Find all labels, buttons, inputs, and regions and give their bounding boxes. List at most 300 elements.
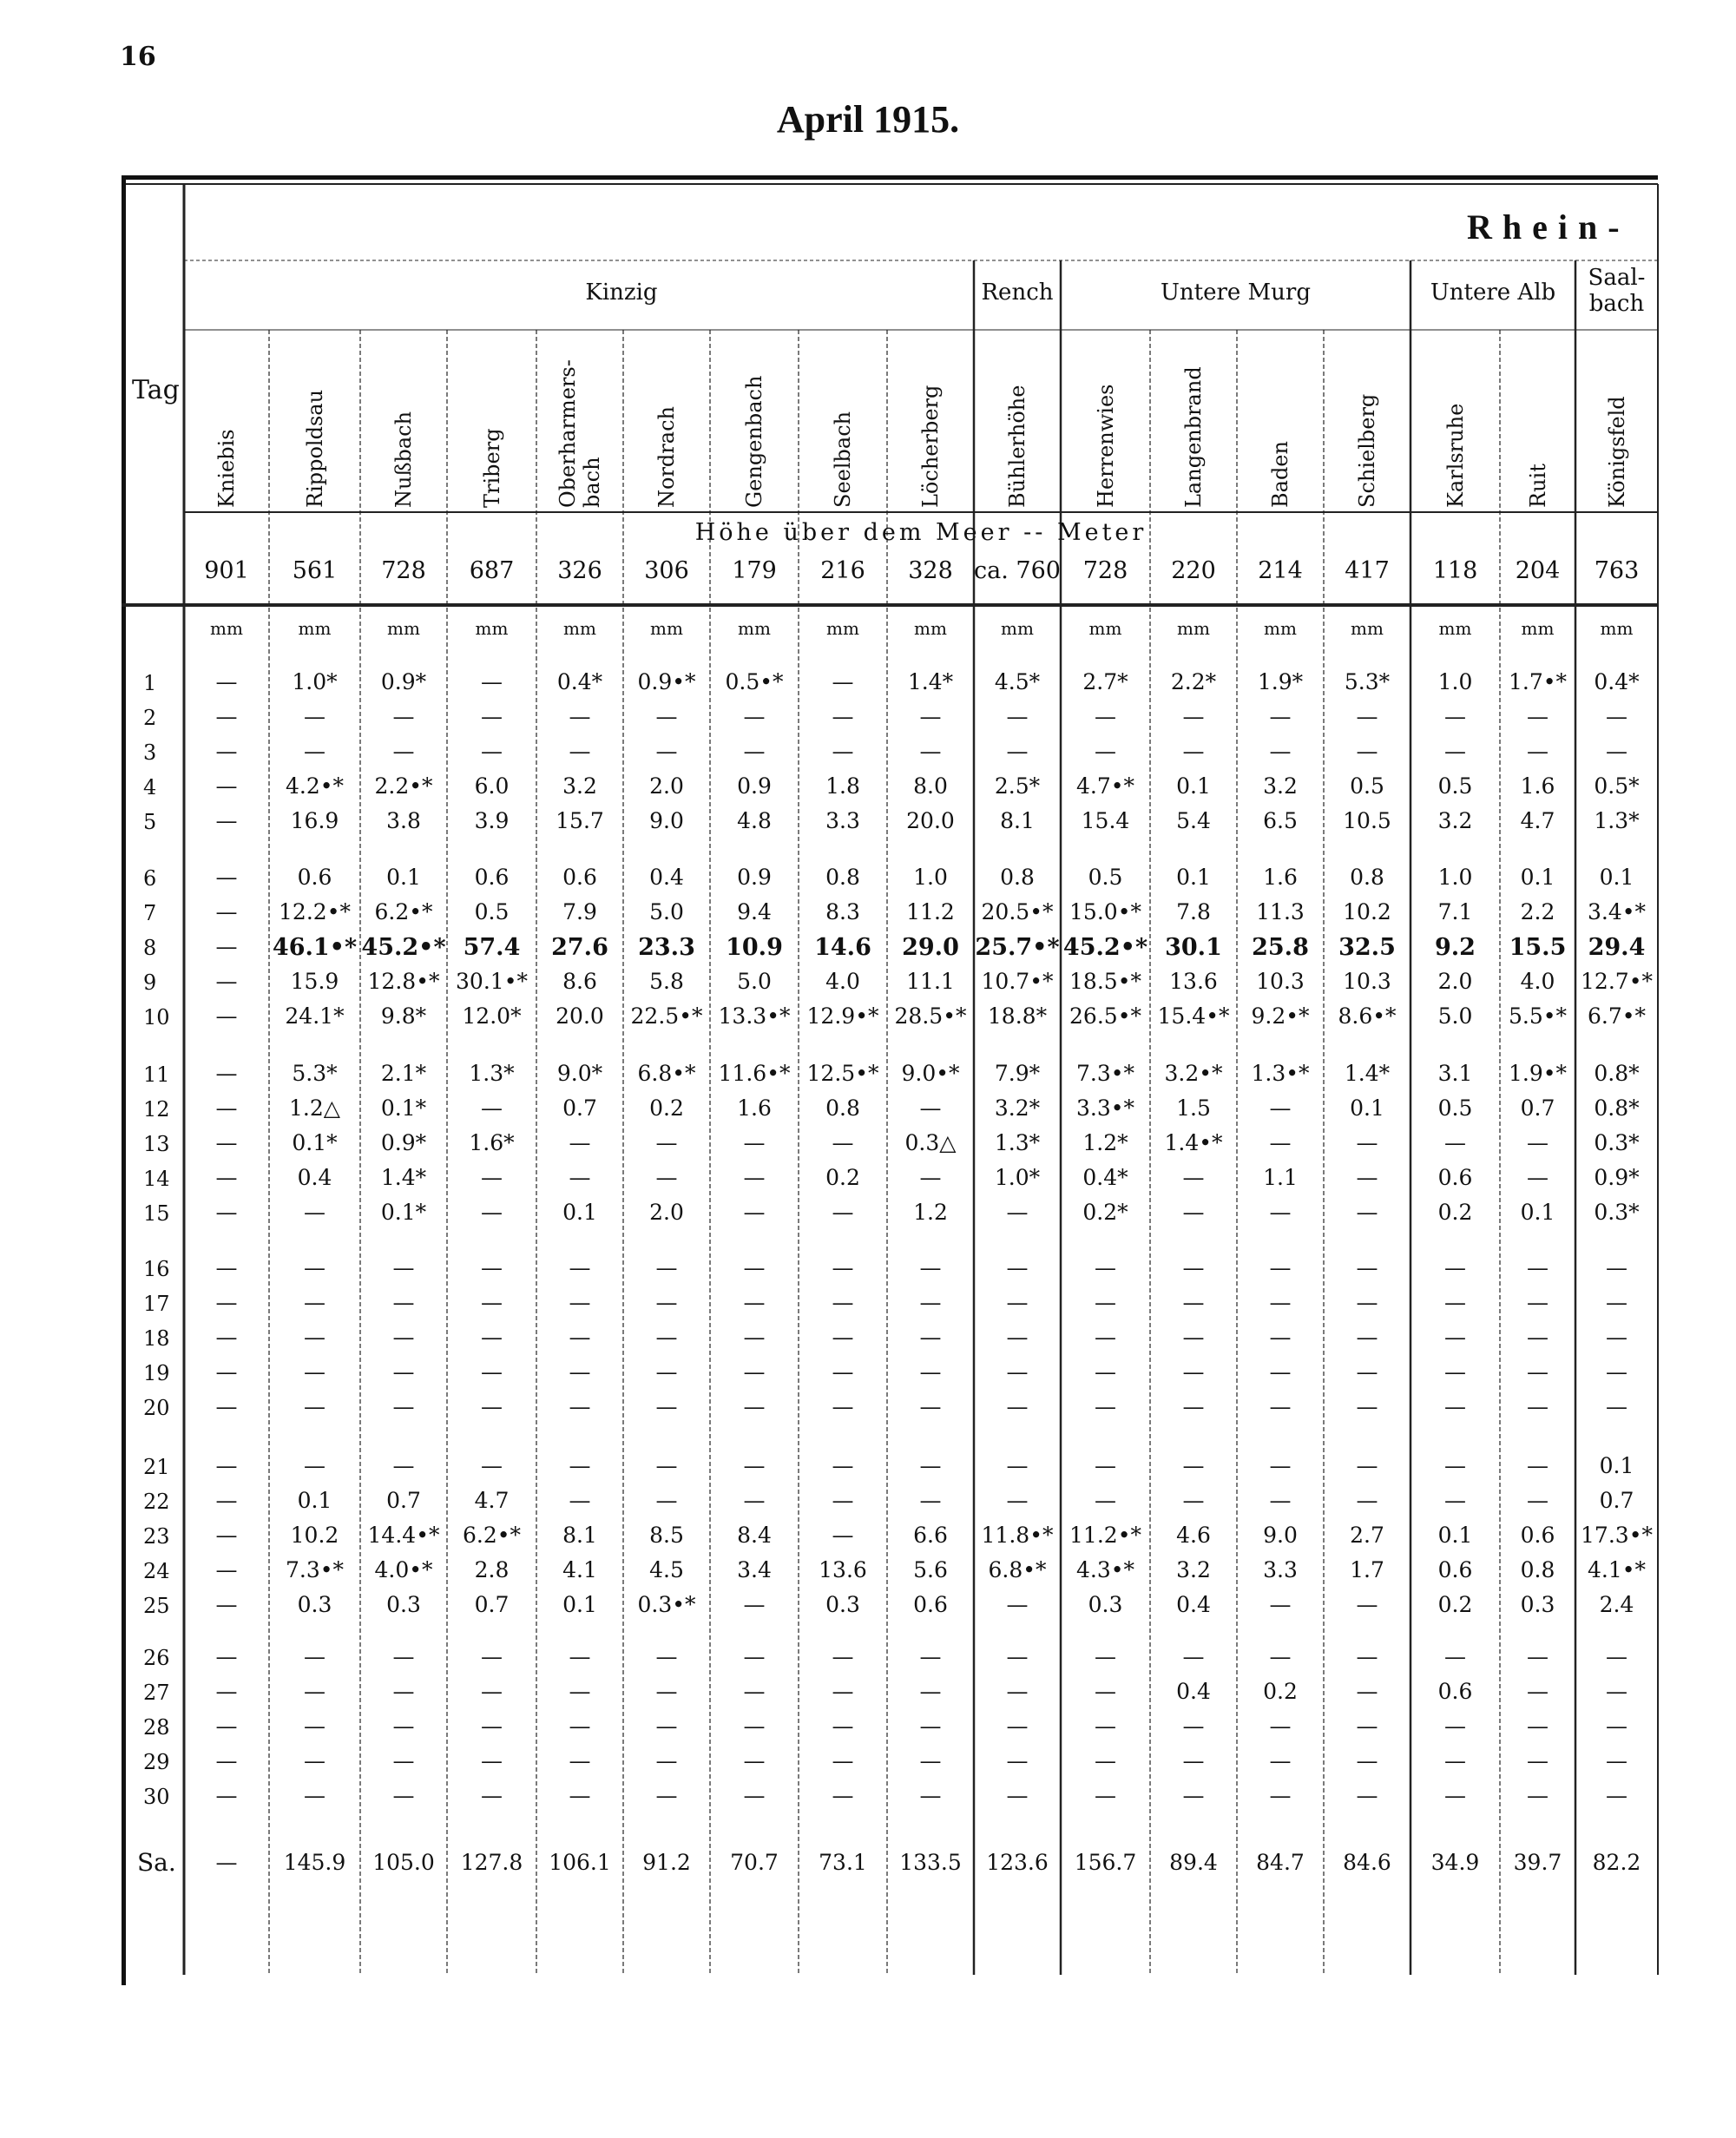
cell-day21-col6: — (743, 1453, 766, 1478)
cell-day22-col15: — (1527, 1488, 1549, 1513)
day-17-label: 17 (143, 1292, 170, 1316)
cell-day9-col8: 11.1 (906, 969, 955, 994)
cell-day28-col7: — (832, 1714, 854, 1739)
cell-day16-col0: — (215, 1255, 238, 1280)
cell-day22-col14: — (1444, 1488, 1466, 1513)
cell-day24-col12: 3.3 (1263, 1557, 1298, 1582)
cell-day15-col9: — (1006, 1200, 1029, 1225)
cell-day11-col16: 0.8* (1594, 1061, 1640, 1086)
cell-day3-col5: — (655, 739, 678, 764)
cell-day22-col2: 0.7 (386, 1488, 421, 1513)
cell-day9-col16: 12.7•* (1581, 969, 1653, 994)
cell-day8-col16: 29.4 (1588, 934, 1646, 961)
cell-day17-col1: — (304, 1290, 326, 1315)
cell-day17-col9: — (1006, 1290, 1029, 1315)
cell-day20-col9: — (1006, 1394, 1029, 1419)
cell-day30-col3: — (481, 1783, 503, 1808)
cell-day26-col11: — (1182, 1644, 1205, 1669)
cell-day4-col15: 1.6 (1520, 773, 1555, 799)
elevation-caption: Höhe über dem Meer -- Meter (694, 519, 1147, 546)
cell-day11-col10: 7.3•* (1075, 1061, 1134, 1086)
cell-day1-col16: 0.4* (1594, 669, 1640, 694)
station-5-unit: mm (650, 618, 683, 639)
cell-day8-col11: 30.1 (1165, 934, 1222, 961)
cell-day9-col5: 5.8 (649, 969, 684, 994)
day-22-label: 22 (143, 1490, 170, 1514)
cell-day12-col2: 0.1* (380, 1095, 427, 1121)
cell-day21-col2: — (392, 1453, 415, 1478)
day-27-label: 27 (143, 1681, 170, 1705)
cell-day18-col3: — (481, 1325, 503, 1350)
sum-col1: 145.9 (283, 1850, 346, 1875)
cell-day16-col8: — (919, 1255, 942, 1280)
cell-day14-col14: 0.6 (1437, 1165, 1473, 1190)
cell-day19-col1: — (304, 1359, 326, 1385)
cell-day11-col7: 12.5•* (806, 1061, 879, 1086)
station-3-unit: mm (475, 618, 509, 639)
cell-day27-col5: — (655, 1679, 678, 1704)
cell-day17-col14: — (1444, 1290, 1466, 1315)
station-8-name: Löcherberg (918, 385, 943, 508)
cell-day5-col6: 4.8 (737, 808, 772, 833)
day-18-label: 18 (143, 1326, 170, 1351)
cell-day23-col16: 17.3•* (1581, 1523, 1653, 1548)
cell-day30-col14: — (1444, 1783, 1466, 1808)
cell-day28-col14: — (1444, 1714, 1466, 1739)
cell-day7-col11: 7.8 (1176, 899, 1211, 924)
cell-day15-col16: 0.3* (1594, 1200, 1640, 1225)
cell-day29-col4: — (569, 1748, 591, 1773)
cell-day21-col3: — (481, 1453, 503, 1478)
cell-day27-col13: — (1356, 1679, 1378, 1704)
cell-day8-col13: 32.5 (1338, 934, 1396, 961)
cell-day13-col13: — (1356, 1130, 1378, 1155)
cell-day4-col13: 0.5 (1350, 773, 1384, 799)
cell-day30-col11: — (1182, 1783, 1205, 1808)
station-16-name: Königsfeld (1604, 396, 1629, 508)
cell-day27-col7: — (832, 1679, 854, 1704)
cell-day12-col7: 0.8 (825, 1095, 860, 1121)
cell-day19-col3: — (481, 1359, 503, 1385)
sum-col0: — (215, 1850, 238, 1875)
cell-day14-col11: — (1182, 1165, 1205, 1190)
day-12-label: 12 (143, 1097, 170, 1122)
cell-day12-col3: — (481, 1095, 503, 1121)
cell-day2-col14: — (1444, 704, 1466, 729)
cell-day4-col8: 8.0 (913, 773, 948, 799)
cell-day11-col0: — (215, 1061, 238, 1086)
group-1-label: Rench (981, 280, 1054, 306)
cell-day16-col7: — (832, 1255, 854, 1280)
cell-day7-col9: 20.5•* (981, 899, 1054, 924)
cell-day25-col3: 0.7 (474, 1592, 510, 1617)
cell-day28-col8: — (919, 1714, 942, 1739)
cell-day16-col6: — (743, 1255, 766, 1280)
cell-day23-col9: 11.8•* (981, 1523, 1054, 1548)
cell-day28-col12: — (1269, 1714, 1292, 1739)
cell-day11-col14: 3.1 (1437, 1061, 1473, 1086)
cell-day11-col3: 1.3* (469, 1061, 515, 1086)
cell-day1-col12: 1.9* (1257, 669, 1304, 694)
cell-day10-col2: 9.8* (380, 1003, 427, 1029)
cell-day7-col1: 12.2•* (279, 899, 351, 924)
cell-day12-col5: 0.2 (649, 1095, 684, 1121)
cell-day29-col13: — (1356, 1748, 1378, 1773)
station-12-elevation: 214 (1258, 557, 1303, 584)
cell-day13-col15: — (1527, 1130, 1549, 1155)
cell-day22-col13: — (1356, 1488, 1378, 1513)
cell-day17-col4: — (569, 1290, 591, 1315)
cell-day6-col7: 0.8 (825, 865, 860, 890)
cell-day13-col16: 0.3* (1594, 1130, 1640, 1155)
cell-day17-col11: — (1182, 1290, 1205, 1315)
cell-day15-col13: — (1356, 1200, 1378, 1225)
station-4-unit: mm (563, 618, 596, 639)
station-9-name: Bühlerhöhe (1005, 385, 1029, 508)
cell-day11-col6: 11.6•* (718, 1061, 791, 1086)
cell-day9-col10: 18.5•* (1069, 969, 1141, 994)
cell-day27-col14: 0.6 (1437, 1679, 1473, 1704)
cell-day5-col14: 3.2 (1437, 808, 1473, 833)
cell-day6-col1: 0.6 (297, 865, 332, 890)
cell-day6-col3: 0.6 (474, 865, 510, 890)
cell-day8-col4: 27.6 (551, 934, 608, 961)
cell-day24-col2: 4.0•* (374, 1557, 433, 1582)
sum-col3: 127.8 (460, 1850, 523, 1875)
cell-day29-col12: — (1269, 1748, 1292, 1773)
cell-day11-col8: 9.0•* (901, 1061, 960, 1086)
cell-day25-col13: — (1356, 1592, 1378, 1617)
cell-day24-col8: 5.6 (913, 1557, 948, 1582)
cell-day6-col14: 1.0 (1437, 865, 1473, 890)
day-23-label: 23 (143, 1524, 170, 1549)
cell-day28-col11: — (1182, 1714, 1205, 1739)
cell-day23-col10: 11.2•* (1069, 1523, 1141, 1548)
cell-day18-col2: — (392, 1325, 415, 1350)
station-15-name: Ruit (1525, 464, 1550, 508)
cell-day14-col15: — (1527, 1165, 1549, 1190)
cell-day23-col11: 4.6 (1176, 1523, 1211, 1548)
cell-day3-col7: — (832, 739, 854, 764)
cell-day24-col10: 4.3•* (1075, 1557, 1134, 1582)
cell-day5-col7: 3.3 (825, 808, 860, 833)
cell-day4-col12: 3.2 (1263, 773, 1298, 799)
cell-day26-col10: — (1095, 1644, 1116, 1669)
cell-day21-col11: — (1182, 1453, 1205, 1478)
station-9-unit: mm (1001, 618, 1034, 639)
cell-day9-col0: — (215, 969, 238, 994)
cell-day5-col12: 6.5 (1263, 808, 1298, 833)
cell-day21-col15: — (1527, 1453, 1549, 1478)
cell-day3-col2: — (392, 739, 415, 764)
station-10-name: Herrenwies (1093, 384, 1118, 508)
sum-col15: 39.7 (1513, 1850, 1562, 1875)
basin-title: Rhein- (1467, 207, 1630, 247)
cell-day26-col13: — (1356, 1644, 1378, 1669)
cell-day15-col0: — (215, 1200, 238, 1225)
station-4-elevation: 326 (557, 557, 602, 584)
cell-day23-col0: — (215, 1523, 238, 1548)
cell-day27-col2: — (392, 1679, 415, 1704)
cell-day23-col15: 0.6 (1520, 1523, 1555, 1548)
cell-day30-col4: — (569, 1783, 591, 1808)
cell-day24-col9: 6.8•* (988, 1557, 1047, 1582)
cell-day22-col9: — (1006, 1488, 1029, 1513)
cell-day28-col6: — (743, 1714, 766, 1739)
cell-day10-col16: 6.7•* (1587, 1003, 1646, 1029)
cell-day3-col8: — (919, 739, 942, 764)
cell-day28-col1: — (304, 1714, 326, 1739)
cell-day12-col12: — (1269, 1095, 1292, 1121)
cell-day16-col3: — (481, 1255, 503, 1280)
cell-day18-col5: — (655, 1325, 678, 1350)
cell-day11-col5: 6.8•* (637, 1061, 696, 1086)
day-29-label: 29 (143, 1750, 170, 1774)
cell-day10-col13: 8.6•* (1338, 1003, 1397, 1029)
cell-day1-col5: 0.9•* (637, 669, 696, 694)
cell-day10-col3: 12.0* (462, 1003, 522, 1029)
cell-day5-col9: 8.1 (1000, 808, 1035, 833)
day-10-label: 10 (143, 1005, 170, 1030)
cell-day16-col1: — (304, 1255, 326, 1280)
cell-day27-col15: — (1527, 1679, 1549, 1704)
cell-day29-col7: — (832, 1748, 854, 1773)
cell-day4-col16: 0.5* (1594, 773, 1640, 799)
sum-label: Sa. (137, 1848, 176, 1877)
cell-day10-col7: 12.9•* (806, 1003, 879, 1029)
cell-day21-col10: — (1095, 1453, 1116, 1478)
cell-day17-col3: — (481, 1290, 503, 1315)
cell-day10-col1: 24.1* (285, 1003, 345, 1029)
station-0-unit: mm (210, 618, 243, 639)
cell-day5-col1: 16.9 (290, 808, 339, 833)
cell-day13-col12: — (1269, 1130, 1292, 1155)
station-6-name: Gengenbach (742, 375, 766, 508)
cell-day7-col3: 0.5 (474, 899, 510, 924)
cell-day29-col15: — (1527, 1748, 1549, 1773)
cell-day9-col15: 4.0 (1520, 969, 1555, 994)
cell-day8-col12: 25.8 (1252, 934, 1309, 961)
cell-day29-col0: — (215, 1748, 238, 1773)
group-2-label: Untere Murg (1160, 280, 1311, 306)
cell-day4-col1: 4.2•* (285, 773, 344, 799)
station-2-unit: mm (387, 618, 420, 639)
cell-day1-col15: 1.7•* (1508, 669, 1567, 694)
cell-day6-col10: 0.5 (1088, 865, 1123, 890)
cell-day28-col10: — (1095, 1714, 1116, 1739)
cell-day29-col10: — (1095, 1748, 1116, 1773)
cell-day13-col8: 0.3△ (904, 1130, 957, 1155)
cell-day30-col0: — (215, 1783, 238, 1808)
cell-day1-col3: — (481, 669, 503, 694)
cell-day30-col9: — (1006, 1783, 1029, 1808)
cell-day5-col11: 5.4 (1176, 808, 1211, 833)
cell-day24-col13: 1.7 (1350, 1557, 1384, 1582)
cell-day25-col15: 0.3 (1520, 1592, 1555, 1617)
cell-day25-col7: 0.3 (825, 1592, 860, 1617)
cell-day7-col0: — (215, 899, 238, 924)
station-13-unit: mm (1351, 618, 1384, 639)
cell-day19-col13: — (1356, 1359, 1378, 1385)
cell-day22-col1: 0.1 (297, 1488, 332, 1513)
cell-day22-col11: — (1182, 1488, 1205, 1513)
cell-day9-col7: 4.0 (825, 969, 860, 994)
cell-day12-col11: 1.5 (1176, 1095, 1211, 1121)
station-5-elevation: 306 (644, 557, 689, 584)
cell-day22-col7: — (832, 1488, 854, 1513)
cell-day15-col7: — (832, 1200, 854, 1225)
cell-day10-col8: 28.5•* (894, 1003, 967, 1029)
cell-day3-col0: — (215, 739, 238, 764)
cell-day27-col4: — (569, 1679, 591, 1704)
cell-day10-col12: 9.2•* (1251, 1003, 1310, 1029)
cell-day24-col15: 0.8 (1520, 1557, 1555, 1582)
group-0-label: Kinzig (585, 280, 658, 306)
cell-day9-col14: 2.0 (1437, 969, 1473, 994)
cell-day19-col11: — (1182, 1359, 1205, 1385)
cell-day29-col2: — (392, 1748, 415, 1773)
cell-day14-col12: 1.1 (1263, 1165, 1298, 1190)
cell-day25-col8: 0.6 (913, 1592, 948, 1617)
cell-day27-col9: — (1006, 1679, 1029, 1704)
station-6-unit: mm (738, 618, 771, 639)
cell-day30-col2: — (392, 1783, 415, 1808)
cell-day10-col9: 18.8* (987, 1003, 1048, 1029)
cell-day7-col6: 9.4 (737, 899, 772, 924)
cell-day27-col12: 0.2 (1263, 1679, 1298, 1704)
cell-day24-col16: 4.1•* (1587, 1557, 1646, 1582)
cell-day17-col0: — (215, 1290, 238, 1315)
cell-day12-col14: 0.5 (1437, 1095, 1473, 1121)
cell-day13-col11: 1.4•* (1164, 1130, 1223, 1155)
sum-col5: 91.2 (642, 1850, 691, 1875)
cell-day18-col1: — (304, 1325, 326, 1350)
cell-day8-col0: — (215, 934, 238, 959)
cell-day1-col2: 0.9* (380, 669, 427, 694)
station-14-unit: mm (1438, 618, 1472, 639)
cell-day26-col2: — (392, 1644, 415, 1669)
cell-day2-col8: — (919, 704, 942, 729)
cell-day14-col6: — (743, 1165, 766, 1190)
cell-day2-col1: — (304, 704, 326, 729)
cell-day18-col16: — (1606, 1325, 1628, 1350)
cell-day14-col5: — (655, 1165, 678, 1190)
cell-day18-col12: — (1269, 1325, 1292, 1350)
cell-day21-col16: 0.1 (1599, 1453, 1634, 1478)
cell-day6-col4: 0.6 (562, 865, 597, 890)
cell-day25-col0: — (215, 1592, 238, 1617)
cell-day22-col4: — (569, 1488, 591, 1513)
cell-day8-col8: 29.0 (902, 934, 959, 961)
cell-day8-col1: 46.1•* (272, 934, 358, 961)
cell-day20-col13: — (1356, 1394, 1378, 1419)
day-2-label: 2 (143, 706, 157, 730)
cell-day26-col9: — (1006, 1644, 1029, 1669)
day-5-label: 5 (143, 810, 157, 834)
cell-day14-col1: 0.4 (297, 1165, 332, 1190)
day-20-label: 20 (143, 1396, 170, 1420)
cell-day2-col12: — (1269, 704, 1292, 729)
cell-day16-col2: — (392, 1255, 415, 1280)
cell-day3-col4: — (569, 739, 591, 764)
station-1-elevation: 561 (292, 557, 338, 584)
day-16-label: 16 (143, 1257, 170, 1281)
cell-day8-col9: 25.7•* (975, 934, 1060, 961)
cell-day17-col6: — (743, 1290, 766, 1315)
cell-day18-col4: — (569, 1325, 591, 1350)
cell-day1-col9: 4.5* (994, 669, 1041, 694)
cell-day20-col16: — (1606, 1394, 1628, 1419)
station-7-name: Seelbach (831, 411, 855, 508)
station-6-elevation: 179 (732, 557, 777, 584)
cell-day17-col8: — (919, 1290, 942, 1315)
cell-day26-col3: — (481, 1644, 503, 1669)
cell-day1-col11: 2.2* (1170, 669, 1217, 694)
sum-col6: 70.7 (730, 1850, 779, 1875)
cell-day25-col16: 2.4 (1599, 1592, 1634, 1617)
cell-day28-col2: — (392, 1714, 415, 1739)
cell-day23-col5: 8.5 (649, 1523, 684, 1548)
cell-day12-col0: — (215, 1095, 238, 1121)
station-8-elevation: 328 (908, 557, 953, 584)
cell-day13-col7: — (832, 1130, 854, 1155)
cell-day26-col1: — (304, 1644, 326, 1669)
cell-day27-col11: 0.4 (1176, 1679, 1211, 1704)
cell-day20-col8: — (919, 1394, 942, 1419)
cell-day13-col5: — (655, 1130, 678, 1155)
cell-day22-col6: — (743, 1488, 766, 1513)
cell-day1-col14: 1.0 (1437, 669, 1473, 694)
cell-day18-col9: — (1006, 1325, 1029, 1350)
cell-day4-col14: 0.5 (1437, 773, 1473, 799)
cell-day18-col14: — (1444, 1325, 1466, 1350)
cell-day10-col4: 20.0 (556, 1003, 604, 1029)
sum-col10: 156.7 (1074, 1850, 1137, 1875)
station-9-elevation: ca. 760 (974, 557, 1061, 584)
cell-day22-col0: — (215, 1488, 238, 1513)
cell-day20-col0: — (215, 1394, 238, 1419)
cell-day9-col4: 8.6 (562, 969, 597, 994)
cell-day24-col6: 3.4 (737, 1557, 772, 1582)
cell-day27-col0: — (215, 1679, 238, 1704)
cell-day3-col15: — (1527, 739, 1549, 764)
cell-day4-col3: 6.0 (474, 773, 510, 799)
cell-day30-col16: — (1606, 1783, 1628, 1808)
cell-day7-col16: 3.4•* (1587, 899, 1646, 924)
cell-day18-col13: — (1356, 1325, 1378, 1350)
station-14-name: Karlsruhe (1443, 403, 1468, 508)
cell-day11-col13: 1.4* (1344, 1061, 1391, 1086)
cell-day8-col3: 57.4 (463, 934, 521, 961)
cell-day20-col1: — (304, 1394, 326, 1419)
cell-day12-col10: 3.3•* (1075, 1095, 1134, 1121)
cell-day19-col0: — (215, 1359, 238, 1385)
station-12-name: Baden (1268, 441, 1292, 508)
sum-col9: 123.6 (986, 1850, 1049, 1875)
day-3-label: 3 (143, 740, 157, 765)
cell-day17-col13: — (1356, 1290, 1378, 1315)
cell-day15-col14: 0.2 (1437, 1200, 1473, 1225)
cell-day5-col2: 3.8 (386, 808, 421, 833)
cell-day24-col5: 4.5 (649, 1557, 684, 1582)
cell-day27-col16: — (1606, 1679, 1628, 1704)
cell-day19-col7: — (832, 1359, 854, 1385)
cell-day22-col12: — (1269, 1488, 1292, 1513)
cell-day17-col2: — (392, 1290, 415, 1315)
cell-day30-col5: — (655, 1783, 678, 1808)
day-1-label: 1 (143, 671, 157, 695)
cell-day19-col14: — (1444, 1359, 1466, 1385)
